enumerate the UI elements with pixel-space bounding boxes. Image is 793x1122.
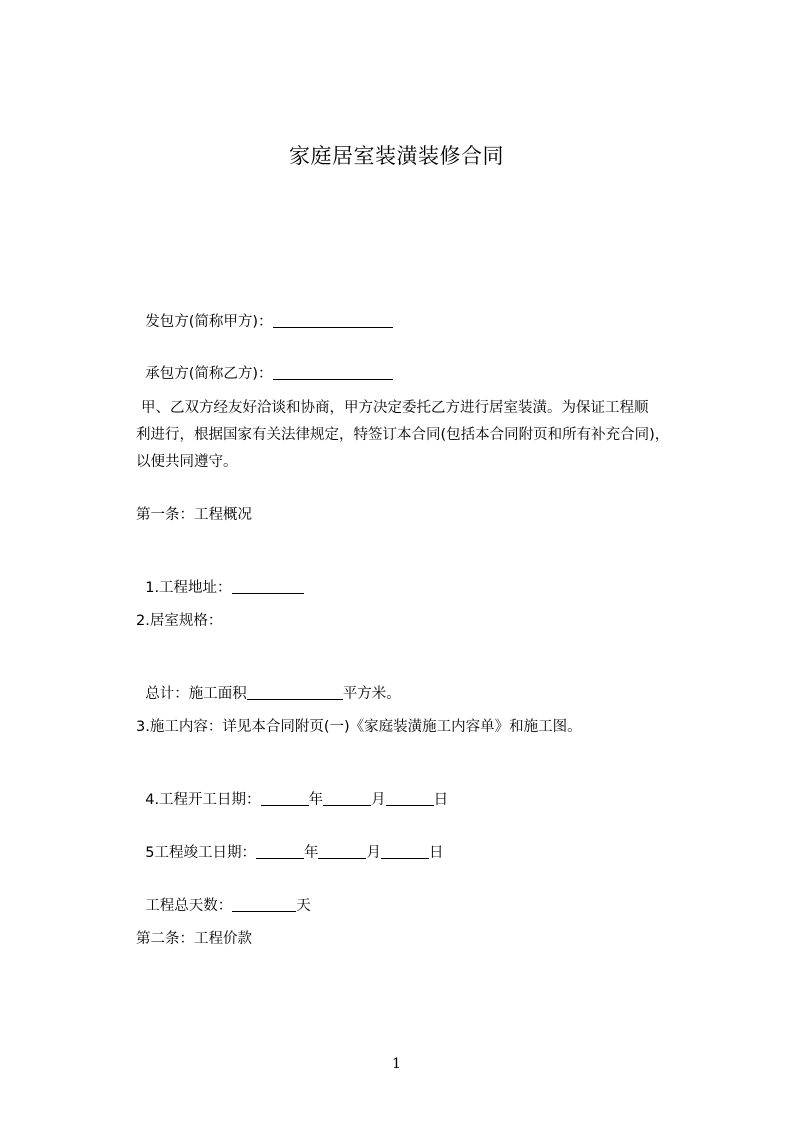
start-year-blank [261,790,309,806]
start-date-label: 4.工程开工日期： [145,792,261,808]
preamble-line: 利进行，根据国家有关法律规定，特签订本合同(包括本合同附页和所有补充合同)， [136,427,670,443]
party-a-blank [273,312,393,328]
year-unit: 年 [308,792,324,808]
start-date-line [136,770,448,810]
total-area-line [136,664,401,704]
area-blank [247,684,343,700]
article-2-heading: 第二条：工程价款 [136,931,252,947]
page-number: 1 [392,1056,401,1072]
day-unit: 日 [433,792,449,808]
start-day-blank [386,790,434,806]
party-b-label: 承包方(简称乙方)： [145,366,273,382]
party-b-line [136,344,393,384]
month-unit: 月 [366,845,381,861]
party-b-blank [273,364,393,380]
end-year-blank [256,843,304,859]
year-unit: 年 [303,845,319,861]
days-blank [232,896,296,912]
document-title: 家庭居室装潢装修合同 [289,144,504,168]
item-3-line: 3.施工内容：详见本合同附页(一)《家庭装潢施工内容单》和施工图。 [136,719,582,735]
total-area-prefix: 总计：施工面积 [145,686,247,702]
start-month-blank [323,790,371,806]
item-1-line [136,558,304,598]
end-day-blank [381,843,429,859]
total-days-prefix: 工程总天数： [145,898,233,914]
preamble-line: 以便共同遵守。 [136,454,238,470]
article-1-heading: 第一条：工程概况 [136,507,252,523]
end-date-label: 5工程竣工日期： [145,845,256,861]
address-blank [232,578,304,594]
total-days-suffix: 天 [296,898,311,914]
total-days-line [136,876,311,916]
end-date-line [136,823,443,863]
item-2-line: 2.居室规格： [136,613,223,629]
month-unit: 月 [371,792,386,808]
item-1-label: 1.工程地址： [145,580,232,596]
preamble-line: 甲、乙双方经友好洽谈和协商，甲方决定委托乙方进行居室装潢。为保证工程顺 [141,400,649,416]
preamble-paragraph [136,395,670,476]
end-month-blank [318,843,366,859]
party-a-label: 发包方(简称甲方)： [145,314,273,330]
party-a-line [136,292,393,332]
day-unit: 日 [428,845,444,861]
total-area-suffix: 平方米。 [342,686,401,702]
